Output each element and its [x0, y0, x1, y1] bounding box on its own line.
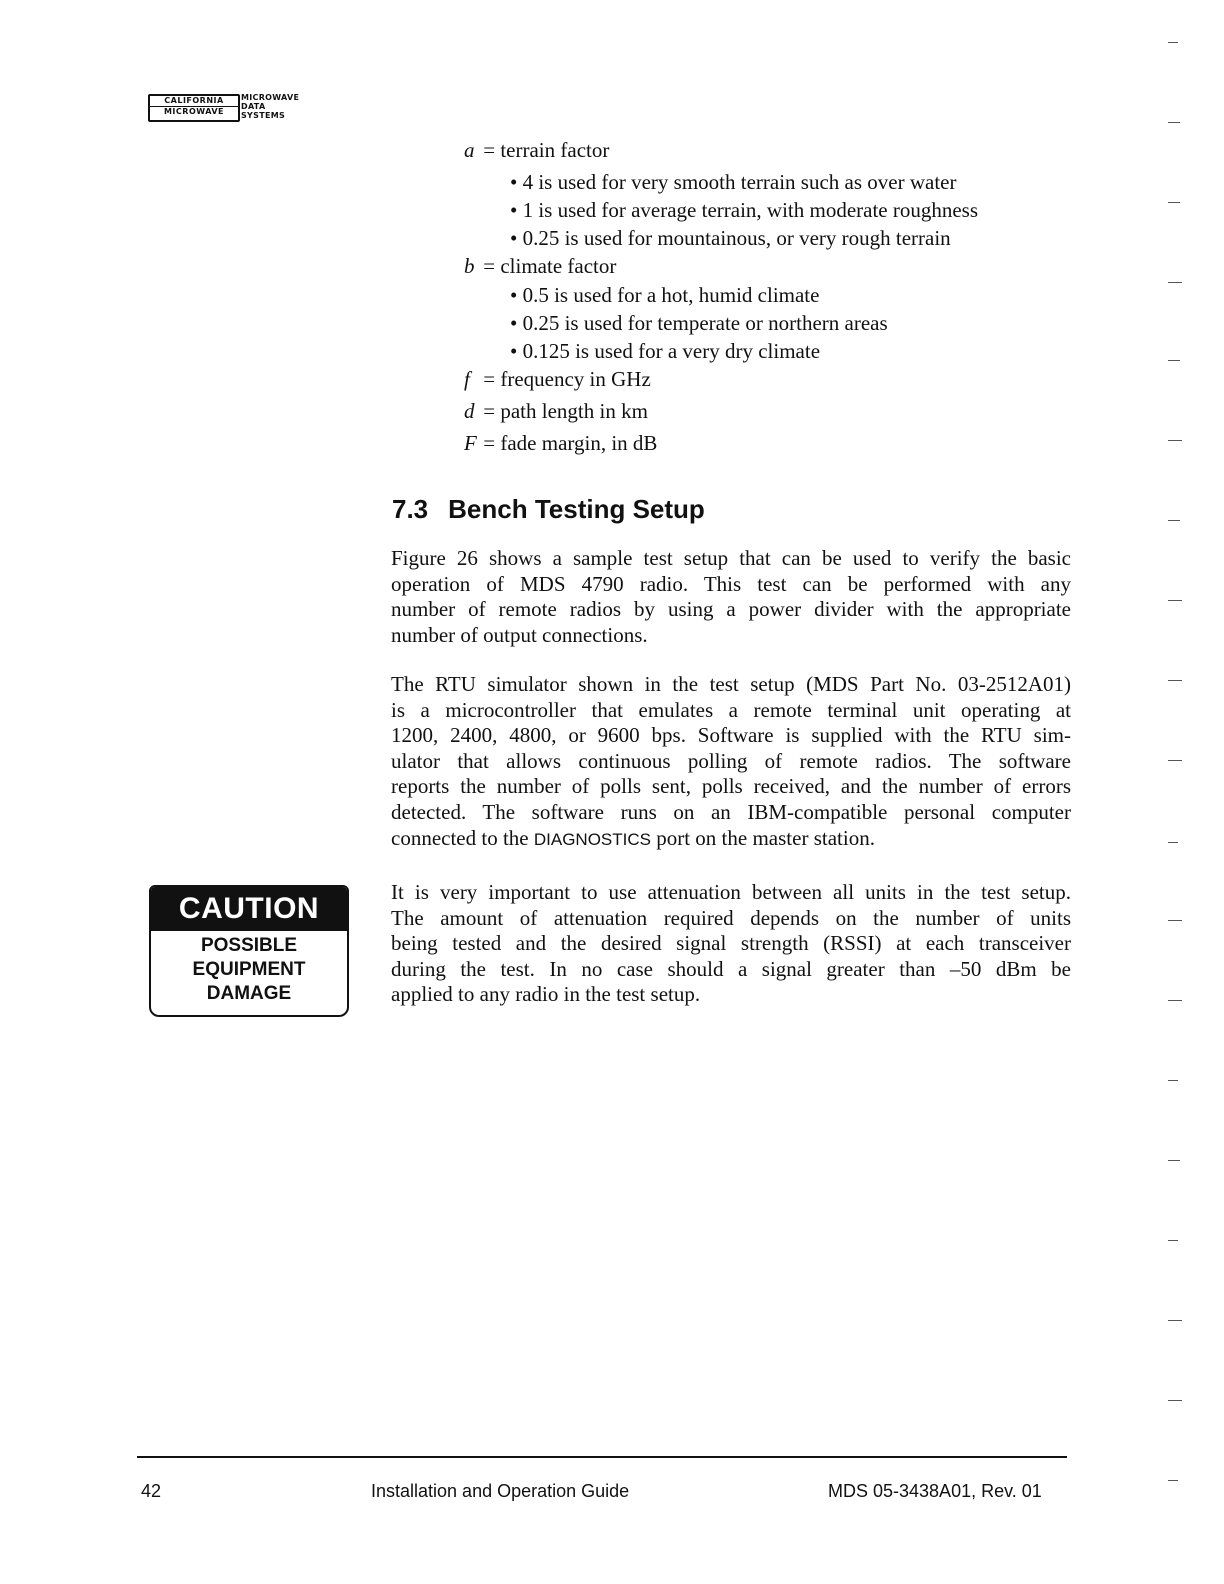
definition-b — [464, 252, 1104, 281]
margin-mark — [1168, 1320, 1182, 1321]
paragraph-line: detected. The software runs on an IBM-compatible personal computer — [391, 799, 1071, 824]
margin-mark — [1168, 202, 1180, 203]
variable-symbol: F — [464, 431, 477, 455]
margin-mark — [1168, 1000, 1182, 1001]
definition-text: = path length in km — [478, 399, 648, 423]
paragraph-line: number of remote radios by using a power divider with the appropriate — [391, 597, 1071, 622]
variable-symbol: a — [464, 138, 475, 162]
bullet-item: • 0.5 is used for a hot, humid climate — [510, 283, 820, 307]
text-segment: connected to the — [391, 825, 534, 850]
caution-box — [149, 885, 349, 1017]
caution-body — [151, 931, 347, 1006]
bullet-item: • 0.25 is used for mountainous, or very rough terrain — [510, 226, 951, 250]
definition-text: = terrain factor — [478, 138, 610, 162]
paragraph-line — [391, 826, 1071, 853]
margin-mark — [1168, 1400, 1182, 1401]
definition-d — [464, 397, 1104, 429]
definition-a — [464, 136, 1104, 168]
paragraph-figure-26 — [391, 546, 1071, 648]
footer-rule — [137, 1456, 1067, 1458]
margin-mark — [1168, 42, 1178, 43]
margin-mark — [1168, 1480, 1178, 1481]
paragraph-attenuation — [391, 880, 1071, 1008]
margin-mark — [1168, 920, 1182, 921]
paragraph-line: is a microcontroller that emulates a remote terminal unit operating at — [391, 697, 1071, 722]
variable-symbol: f — [464, 367, 470, 391]
margin-mark — [1168, 122, 1180, 123]
variable-symbol: b — [464, 254, 475, 278]
paragraph-line: applied to any radio in the test setup. — [391, 982, 701, 1007]
paragraph-line: The amount of attenuation required depends on the number of units — [391, 905, 1071, 930]
company-logo — [148, 94, 318, 124]
bullet-item: • 1 is used for average terrain, with moderate roughness — [510, 198, 979, 222]
margin-mark — [1168, 440, 1182, 441]
logo-word-3: SYSTEMS — [241, 111, 286, 120]
margin-mark — [1168, 842, 1178, 843]
margin-mark — [1168, 282, 1182, 283]
definition-F — [464, 429, 1104, 461]
logo-box-line-1: CALIFORNIA — [150, 96, 238, 107]
margin-mark — [1168, 680, 1182, 681]
caution-line: POSSIBLE — [200, 935, 298, 956]
logo-word-1: MICROWAVE — [241, 93, 300, 102]
paragraph-line: ulator that allows continuous polling of remote radios. The software — [391, 748, 1071, 773]
logo-box — [148, 94, 240, 122]
guide-title: Installation and Operation Guide — [371, 1481, 630, 1501]
margin-mark — [1168, 600, 1182, 601]
margin-mark — [1168, 1240, 1178, 1241]
bullet-item: • 0.25 is used for temperate or northern areas — [510, 311, 888, 335]
section-number: 7.3 — [392, 494, 429, 524]
section-title: Bench Testing Setup — [448, 494, 705, 524]
section-heading — [392, 492, 705, 526]
logo-words — [241, 93, 299, 120]
caution-line: EQUIPMENT — [192, 959, 306, 980]
definition-text: = fade margin, in dB — [478, 431, 658, 455]
caution-line: DAMAGE — [206, 983, 292, 1004]
paragraph-line: It is very important to use attenuation between all units in the test setup. — [391, 880, 1071, 904]
paragraph-line: operation of MDS 4790 radio. This test can be performed with any — [391, 571, 1071, 596]
variable-definitions — [464, 136, 1104, 461]
logo-box-line-2: MICROWAVE — [163, 107, 225, 116]
diagnostics-port-label: DIAGNOSTICS — [533, 829, 651, 849]
paragraph-line: Figure 26 shows a sample test setup that can be used to verify the basic — [391, 546, 1071, 570]
text-segment: port on the master station. — [650, 825, 875, 850]
paragraph-line: number of output connections. — [391, 622, 648, 647]
page-number: 42 — [141, 1481, 162, 1501]
caution-title: CAUTION — [151, 887, 347, 931]
bullet-item: • 4 is used for very smooth terrain such as over water — [510, 170, 957, 194]
paragraph-line: reports the number of polls sent, polls received, and the number of errors — [391, 774, 1071, 799]
variable-symbol: d — [464, 399, 475, 423]
paragraph-line: The RTU simulator shown in the test setup (MDS Part No. 03-2512A01) — [391, 672, 1071, 696]
definition-f — [464, 365, 1104, 397]
margin-mark — [1168, 760, 1182, 761]
margin-mark — [1168, 1160, 1180, 1161]
paragraph-line: being tested and the desired signal strength (RSSI) at each transceiver — [391, 931, 1071, 956]
paragraph-rtu-simulator — [391, 672, 1071, 852]
bullet-item: • 0.125 is used for a very dry climate — [510, 339, 821, 363]
document-number: MDS 05-3438A01, Rev. 01 — [828, 1481, 1042, 1501]
logo-word-2: DATA — [241, 102, 266, 111]
definition-text: = climate factor — [478, 254, 617, 278]
margin-mark — [1168, 520, 1180, 521]
paragraph-line: during the test. In no case should a signal greater than –50 dBm be — [391, 956, 1071, 981]
paragraph-line: 1200, 2400, 4800, or 9600 bps. Software is supplied with the RTU sim- — [391, 723, 1071, 748]
scan-margin-marks — [1168, 0, 1188, 1584]
definition-text: = frequency in GHz — [478, 367, 651, 391]
margin-mark — [1168, 1080, 1178, 1081]
margin-mark — [1168, 360, 1180, 361]
